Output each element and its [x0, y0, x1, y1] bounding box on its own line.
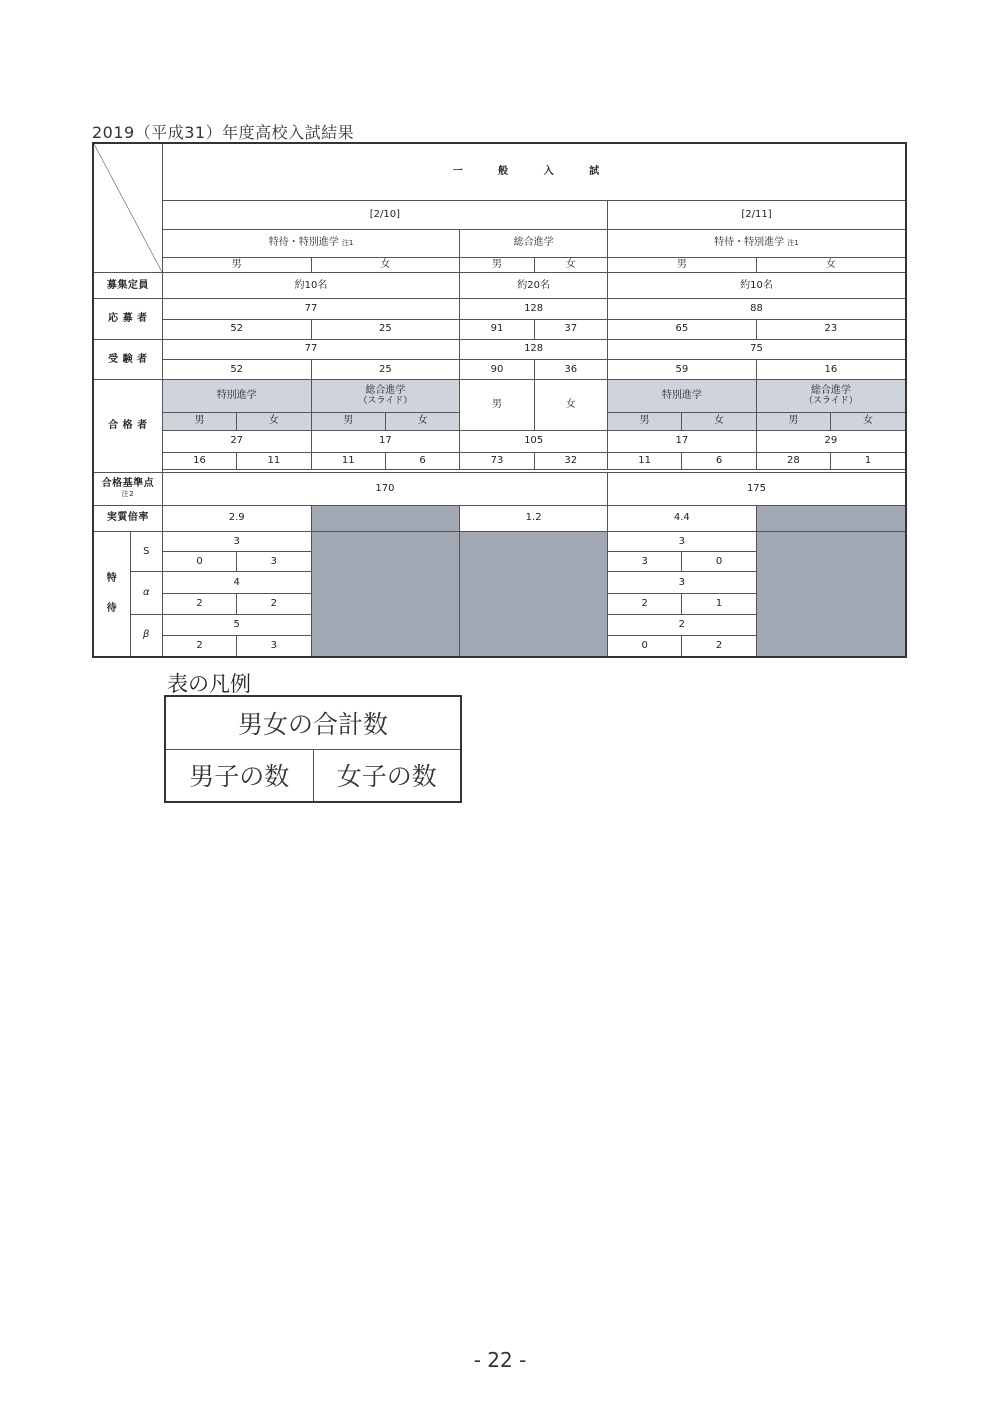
oubo-d1-tokutai-f: 25 — [311, 319, 460, 339]
tokutai-s-d2-total: 3 — [607, 531, 756, 551]
kijun-d2: 175 — [607, 473, 906, 505]
legend-total: 男女の合計数 — [165, 696, 461, 749]
row-label-gokaku: 合 格 者 — [93, 380, 162, 473]
shaded-cell — [311, 505, 460, 531]
juken-d1-sogo-m: 90 — [460, 360, 534, 380]
shaded-cell — [460, 531, 608, 657]
male-header: 男 — [607, 257, 756, 272]
tokutai-beta-d1-m: 2 — [162, 636, 236, 657]
tokutai-beta-label: β — [130, 614, 162, 657]
oubo-d1-sogo-f: 37 — [534, 319, 607, 339]
row-label-juken: 受 験 者 — [93, 339, 162, 379]
gokaku-sogo-female-header: 女 — [534, 380, 607, 431]
oubo-d1-tokutai-m: 52 — [162, 319, 311, 339]
oubo-d1-sogo-m: 91 — [460, 319, 534, 339]
tokutai-s-label: S — [130, 531, 162, 571]
course-sogo-d1: 総合進学 — [460, 229, 608, 257]
gokaku-d2-slide-total: 29 — [756, 430, 906, 452]
kijun-d1: 170 — [162, 473, 607, 505]
gokaku-d1-slide-f: 6 — [385, 453, 459, 470]
row-label-tokutai: 特 待 — [93, 531, 130, 657]
male-header: 男 — [607, 412, 681, 430]
legend-title: 表の凡例 — [167, 672, 251, 696]
shaded-cell — [311, 531, 460, 657]
tokutai-s-d1-m: 0 — [162, 552, 236, 572]
female-header: 女 — [237, 412, 311, 430]
female-header: 女 — [682, 412, 756, 430]
shaded-cell — [756, 531, 906, 657]
gokaku-d1-tokubetsu-f: 11 — [237, 453, 311, 470]
tokutai-alpha-d1-m: 2 — [162, 593, 236, 614]
female-header: 女 — [385, 412, 459, 430]
gokaku-tokubetsu-d2: 特別進学 — [607, 380, 756, 412]
oubo-d1-tokutai-total: 77 — [162, 299, 459, 319]
course-tokutai-d1: 特待・特別進学 注1 — [162, 229, 459, 257]
tokutai-s-d2-f: 0 — [682, 552, 756, 572]
row-label-bairitsu: 実質倍率 — [93, 505, 162, 531]
date-2-11: [2/11] — [607, 201, 906, 229]
gokaku-tokubetsu-d1: 特別進学 — [162, 380, 311, 412]
legend-table — [164, 695, 462, 803]
juken-d2-tokutai-f: 16 — [756, 360, 906, 380]
tokutai-beta-d1-total: 5 — [162, 614, 311, 635]
gokaku-sogo-slide-d2: 総合進学 （スライド） — [756, 380, 906, 412]
male-header: 男 — [162, 257, 311, 272]
main-heading: 一 般 入 試 — [162, 143, 906, 201]
tokutai-s-d1-f: 3 — [237, 552, 311, 572]
oubo-d2-tokutai-m: 65 — [607, 319, 756, 339]
gokaku-d1-slide-m: 11 — [311, 453, 385, 470]
tokutai-alpha-d1-total: 4 — [162, 572, 311, 593]
female-header: 女 — [534, 257, 607, 272]
tokutai-s-d2-m: 3 — [607, 552, 681, 572]
gokaku-d1-sogo-total: 105 — [460, 430, 608, 452]
female-header: 女 — [831, 412, 906, 430]
gokaku-d1-slide-total: 17 — [311, 430, 460, 452]
bairitsu-d1-sogo: 1.2 — [460, 505, 608, 531]
gokaku-d2-slide-m: 28 — [756, 453, 830, 470]
tokutai-beta-d1-f: 3 — [237, 636, 311, 657]
bairitsu-d2-tokutai: 4.4 — [607, 505, 756, 531]
female-header: 女 — [311, 257, 460, 272]
juken-d2-tokutai-m: 59 — [607, 360, 756, 380]
page-number: - 22 - — [473, 1348, 527, 1372]
legend-female: 女子の数 — [313, 749, 461, 802]
tokutai-alpha-d2-total: 3 — [607, 572, 756, 593]
legend-male: 男子の数 — [165, 749, 313, 802]
oubo-d1-sogo-total: 128 — [460, 299, 608, 319]
course-tokutai-d2: 特待・特別進学 注1 — [607, 229, 906, 257]
tokutai-alpha-label: α — [130, 572, 162, 614]
juken-d1-sogo-total: 128 — [460, 339, 608, 359]
oubo-d2-tokutai-total: 88 — [607, 299, 906, 319]
gokaku-d2-tokubetsu-total: 17 — [607, 430, 756, 452]
male-header: 男 — [460, 257, 534, 272]
male-header: 男 — [311, 412, 385, 430]
juken-d1-tokutai-f: 25 — [311, 360, 460, 380]
female-header: 女 — [756, 257, 906, 272]
results-table — [92, 142, 907, 658]
gokaku-sogo-male-header: 男 — [460, 380, 534, 431]
row-label-boshu: 募集定員 — [93, 273, 162, 299]
gokaku-d2-tokubetsu-m: 11 — [607, 453, 681, 470]
tokutai-alpha-d2-m: 2 — [607, 593, 681, 614]
tokutai-alpha-d2-f: 1 — [682, 593, 756, 614]
juken-d1-tokutai-total: 77 — [162, 339, 459, 359]
gokaku-d2-slide-f: 1 — [831, 453, 906, 470]
gokaku-d2-tokubetsu-f: 6 — [682, 453, 756, 470]
tokutai-beta-d2-m: 0 — [607, 636, 681, 657]
gokaku-d1-sogo-m: 73 — [460, 453, 534, 470]
male-header: 男 — [162, 412, 236, 430]
row-label-oubo: 応 募 者 — [93, 299, 162, 339]
male-header: 男 — [756, 412, 830, 430]
gokaku-d1-sogo-f: 32 — [534, 453, 607, 470]
boshu-d1-sogo: 約20名 — [460, 273, 608, 299]
boshu-d2-tokutai: 約10名 — [607, 273, 906, 299]
tokutai-beta-d2-total: 2 — [607, 614, 756, 635]
date-2-10: [2/10] — [162, 201, 607, 229]
oubo-d2-tokutai-f: 23 — [756, 319, 906, 339]
page-title: 2019（平成31）年度高校入試結果 — [92, 123, 355, 142]
shaded-cell — [756, 505, 906, 531]
boshu-d1-tokutai: 約10名 — [162, 273, 459, 299]
corner-cell — [93, 143, 162, 273]
juken-d2-tokutai-total: 75 — [607, 339, 906, 359]
juken-d1-tokutai-m: 52 — [162, 360, 311, 380]
gokaku-d1-tokubetsu-total: 27 — [162, 430, 311, 452]
tokutai-s-d1-total: 3 — [162, 531, 311, 551]
gokaku-sogo-slide-d1: 総合進学 （スライド） — [311, 380, 460, 412]
tokutai-beta-d2-f: 2 — [682, 636, 756, 657]
gokaku-d1-tokubetsu-m: 16 — [162, 453, 236, 470]
tokutai-alpha-d1-f: 2 — [237, 593, 311, 614]
row-label-kijun: 合格基準点 注2 — [93, 473, 162, 505]
juken-d1-sogo-f: 36 — [534, 360, 607, 380]
bairitsu-d1-tokutai: 2.9 — [162, 505, 311, 531]
